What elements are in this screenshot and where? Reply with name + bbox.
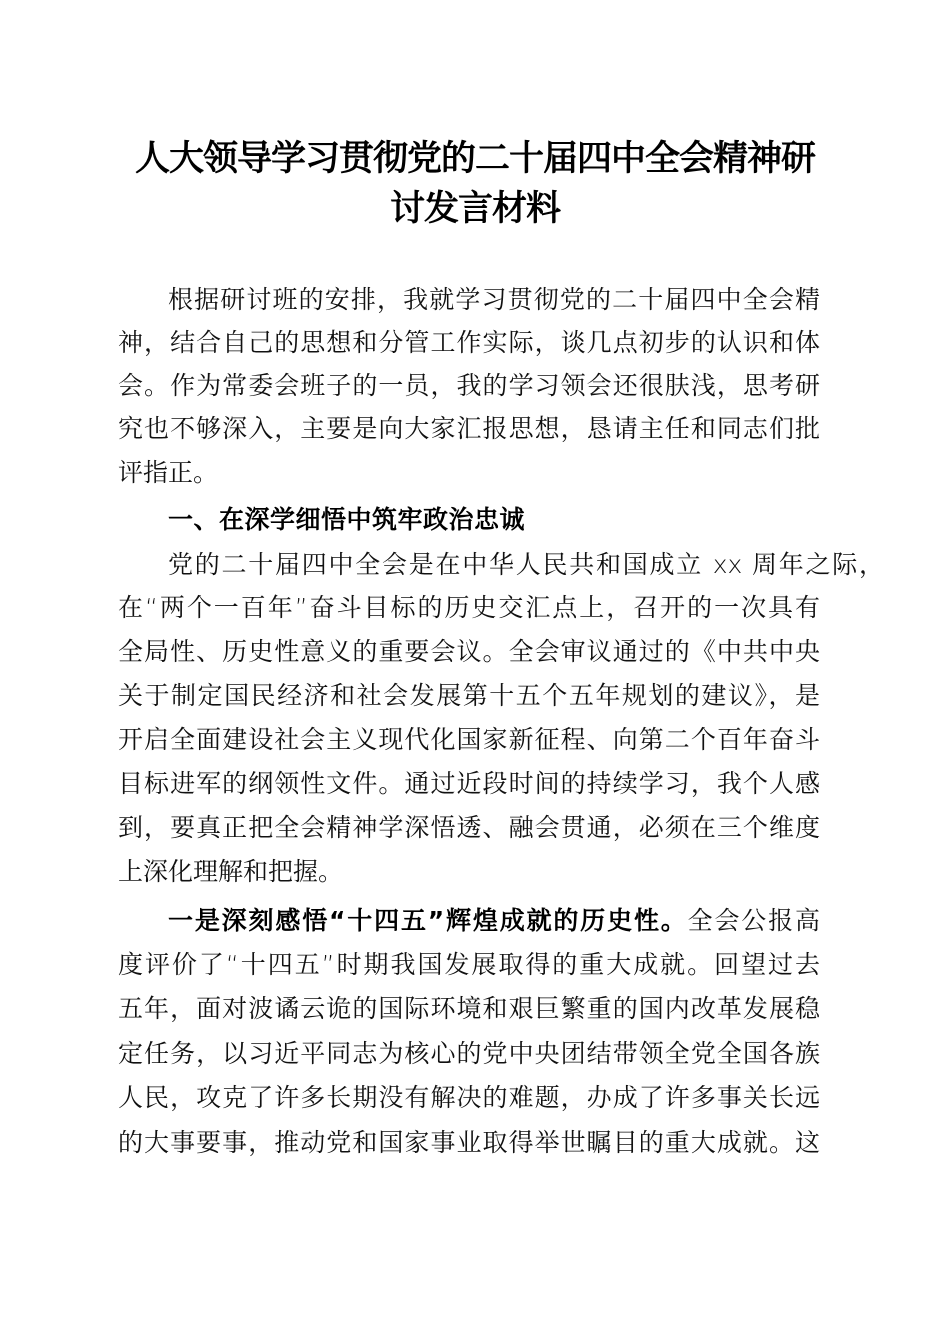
paragraph-1-line-1: 根据研讨班的安排，我就学习贯彻党的二十届四中全会精 [168, 285, 820, 314]
paragraph-3-lead-bold: 一是深刻感悟“十四五”辉煌成就的历史性。 [168, 906, 688, 935]
paragraph-3-line-5: 人民，攻克了许多长期没有解决的难题，办成了许多事关长远 [118, 1083, 820, 1112]
paragraph-2-line-1: 党的二十届四中全会是在中华人民共和国成立 xx 周年之际， [168, 550, 884, 579]
document-title-line-2: 讨发言材料 [389, 188, 560, 229]
paragraph-3-line-4: 定任务，以习近平同志为核心的党中央团结带领全党全国各族 [118, 1039, 820, 1068]
paragraph-1-line-5: 评指正。 [118, 458, 219, 487]
document-title-line-1: 人大领导学习贯彻党的二十届四中全会精神研 [134, 138, 815, 179]
paragraph-3-line-2: 度评价了“十四五”时期我国发展取得的重大成就。回望过去 [118, 950, 820, 979]
paragraph-2-line-4: 关于制定国民经济和社会发展第十五个五年规划的建议》，是 [118, 681, 820, 710]
paragraph-2-line-3: 全局性、历史性意义的重要会议。全会审议通过的《中共中央 [118, 637, 820, 666]
paragraph-2-line-6: 目标进军的纲领性文件。通过近段时间的持续学习，我个人感 [118, 769, 820, 798]
paragraph-2-line-5: 开启全面建设社会主义现代化国家新征程、向第二个百年奋斗 [118, 725, 820, 754]
paragraph-3-line-3: 五年，面对波谲云诡的国际环境和艰巨繁重的国内改革发展稳 [118, 994, 820, 1023]
paragraph-2-line-2: 在“两个一百年”奋斗目标的历史交汇点上，召开的一次具有 [118, 593, 820, 622]
paragraph-3-line-1-rest: 全会公报高 [687, 906, 820, 935]
paragraph-3-line-6: 的大事要事，推动党和国家事业取得举世瞩目的重大成就。这 [118, 1128, 820, 1157]
paragraph-2-line-7: 到，要真正把全会精神学深悟透、融会贯通，必须在三个维度 [118, 813, 820, 842]
paragraph-1-line-3: 会。作为常委会班子的一员，我的学习领会还很肤浅，思考研 [118, 371, 820, 400]
paragraph-1-line-2: 神，结合自己的思想和分管工作实际，谈几点初步的认识和体 [118, 328, 820, 357]
paragraph-1-line-4: 究也不够深入，主要是向大家汇报思想，恳请主任和同志们批 [118, 414, 820, 443]
paragraph-3-line-1 [168, 898, 820, 944]
section-1-heading: 一、在深学细悟中筑牢政治忠诚 [168, 505, 526, 534]
paragraph-2-line-8: 上深化理解和把握。 [118, 857, 344, 886]
